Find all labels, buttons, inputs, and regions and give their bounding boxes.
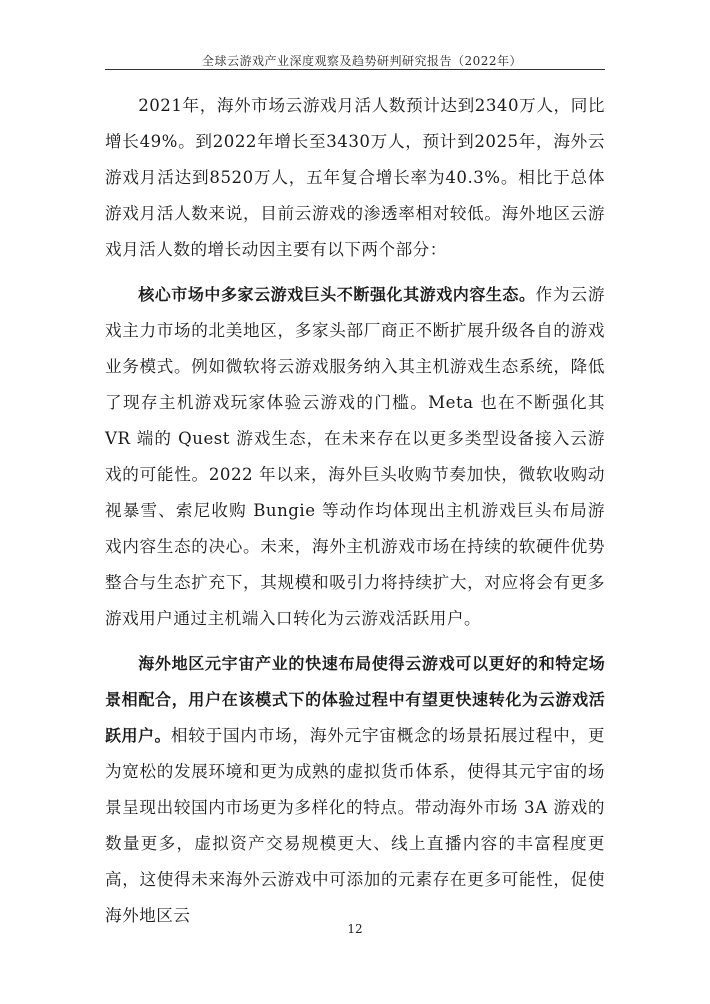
paragraph-1 xyxy=(105,88,605,268)
paragraph-lead: 海外地区元宇宙产业的快速布局使得云游戏可以更好的和特定场景相配合，用户在该模式下的体验过程中有望更快速转化为云游戏活跃用户。 xyxy=(105,654,605,745)
page-number: 12 xyxy=(347,922,363,936)
paragraph-text: 相较于国内市场，海外元宇宙概念的场景拓展过程中，更为宽松的发展环境和更为成熟的虚拟货币体系，使得其元宇宙的场景呈现出较国内市场更为多样化的特点。带动海外市场 3A 游戏的数量更多，虚拟资产交易规模更大、线上直播内容的丰富程度更高，这使得未来海外云游戏中可添加的元素存在更多可能性，促使海外地区云 xyxy=(105,726,605,925)
header-divider xyxy=(105,69,605,70)
paragraph-lead: 核心市场中多家云游戏巨头不断强化其游戏内容生态。 xyxy=(138,285,536,304)
running-header: 全球云游戏产业深度观察及趋势研判研究报告（2022年） xyxy=(201,54,523,68)
paragraph-2 xyxy=(105,277,605,637)
paragraph-text: 作为云游戏主力市场的北美地区，多家头部厂商正不断扩展升级各自的游戏业务模式。例如微软将云游戏服务纳入其主机游戏生态系统，降低了现存主机游戏玩家体验云游戏的门槛。Meta 也在不断强化其 VR 端的 Quest 游戏生态，在未来存在以更多类型设备接入云游戏的可能性。2022 年以来，海外巨头收购节奏加快，微软收购动视暴雪、索尼收购 Bungie 等动作均体现出主机游戏巨头布局游戏内容生态的决心。未来，海外主机游戏市场在持续的软硬件优势整合与生态扩充下，其规模和吸引力将持续扩大，对应将会有更多游戏用户通过主机端入口转化为云游戏活跃用户。 xyxy=(105,285,605,628)
paragraph-3 xyxy=(105,646,605,934)
paragraph-text: 2021年，海外市场云游戏月活人数预计达到2340万人，同比增长49%。到2022年增长至3430万人，预计到2025年，海外云游戏月活达到8520万人，五年复合增长率为40.3%。相比于总体游戏月活人数来说，目前云游戏的渗透率相对较低。海外地区云游戏月活人数的增长动因主要有以下两个部分： xyxy=(105,96,605,259)
document-body xyxy=(105,88,605,943)
